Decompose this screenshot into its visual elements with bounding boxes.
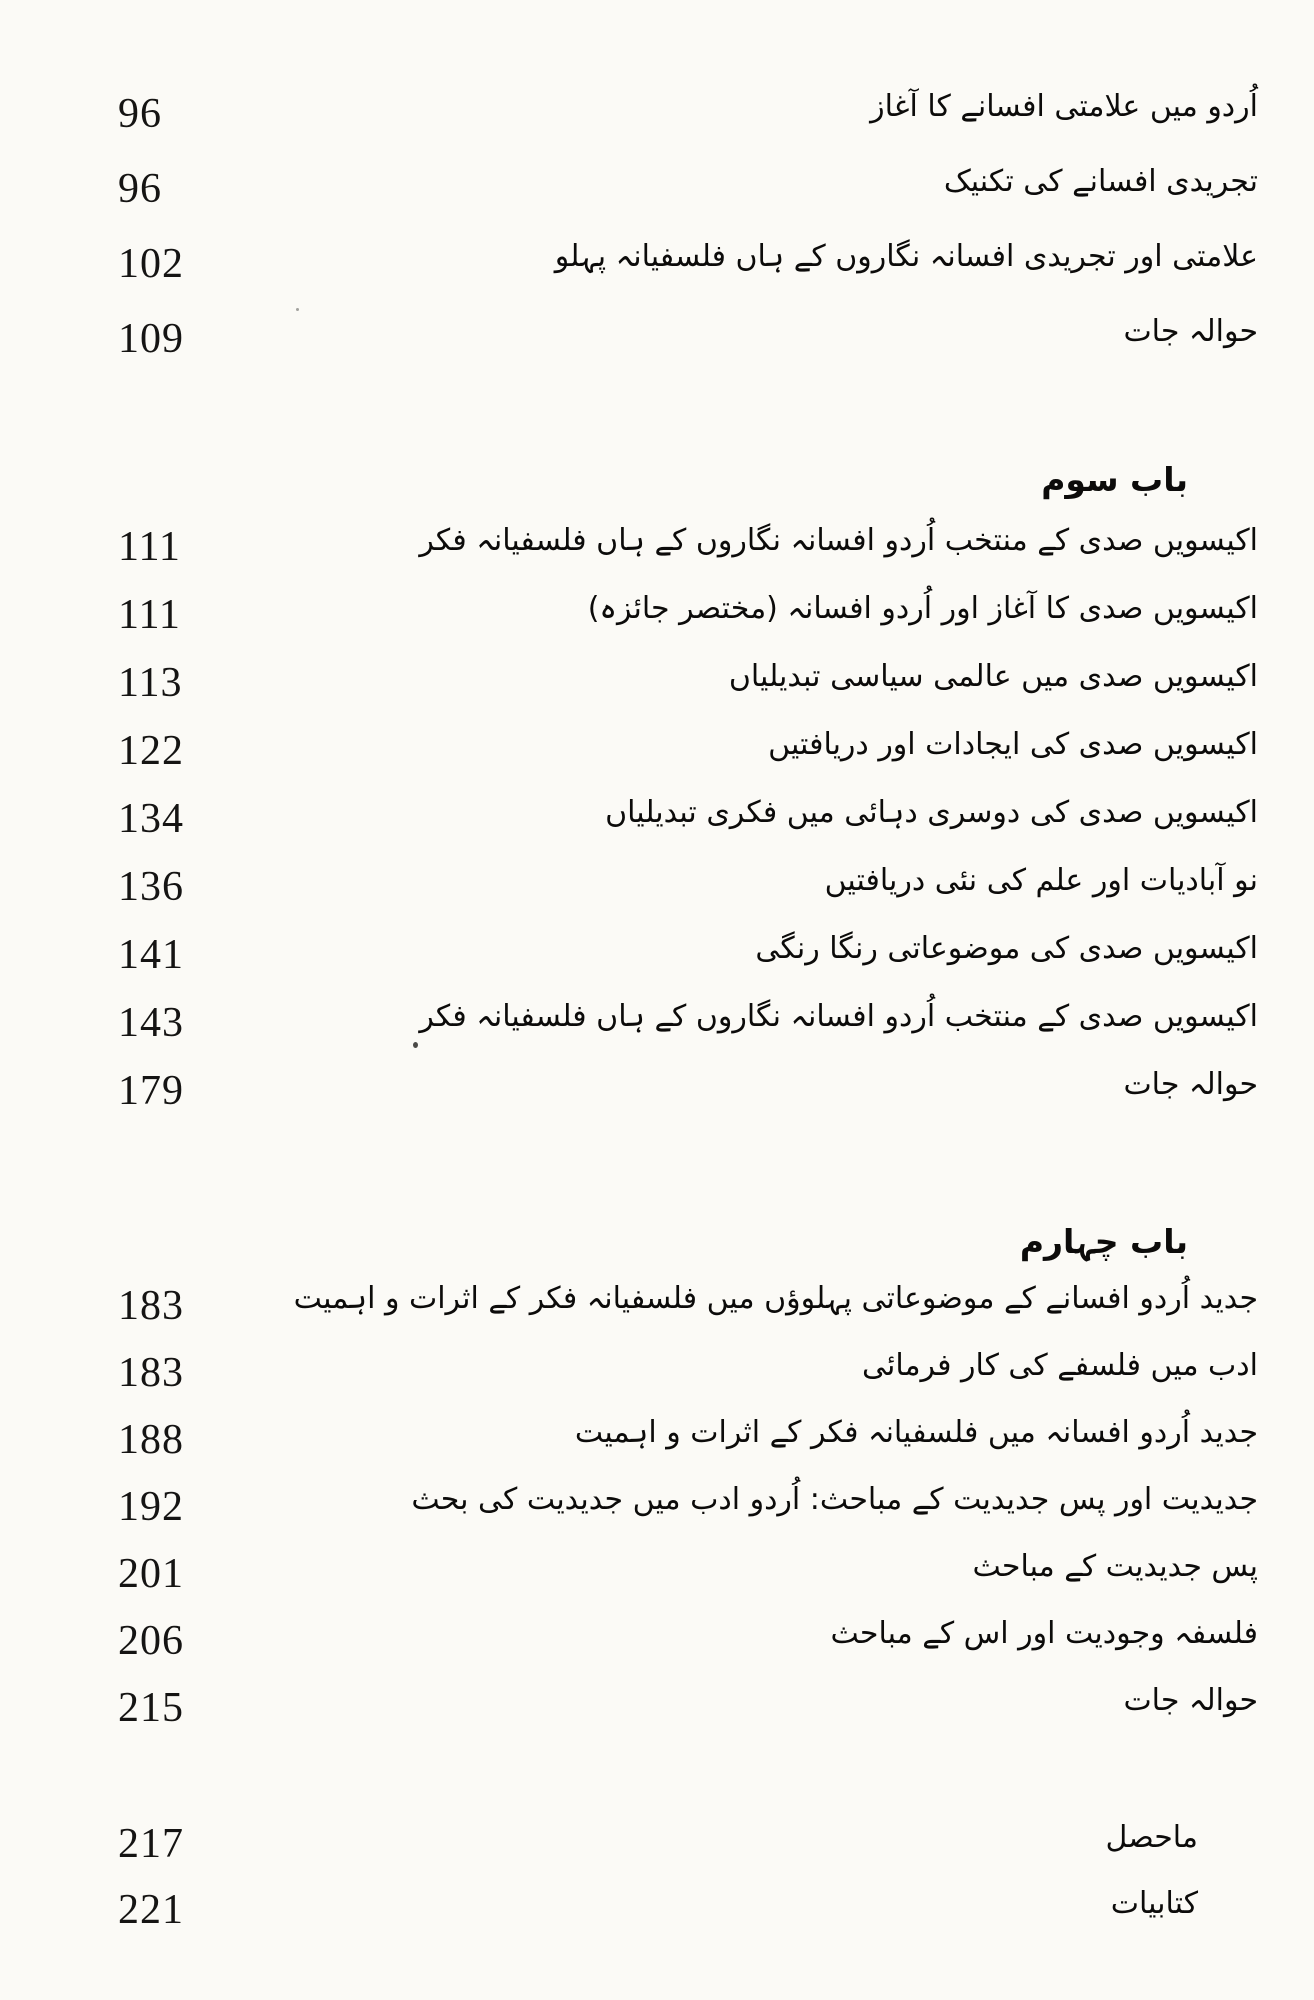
- toc-entry: [0, 1057, 1258, 1125]
- entry-title: اکیسویں صدی کے منتخب اُردو افسانہ نگاروں کے ہاں فلسفیانہ فکر: [419, 998, 1258, 1034]
- page-number: 188: [118, 1416, 184, 1463]
- entry-title: ادب میں فلسفے کی کار فرمائی: [861, 1348, 1258, 1383]
- entry-title: اکیسویں صدی کی ایجادات اور دریافتیں: [768, 726, 1258, 762]
- chapter-heading: باب چہارم: [1019, 1222, 1188, 1261]
- page-number: 102: [118, 240, 184, 287]
- page-number: 221: [118, 1887, 184, 1933]
- toc-entry: [0, 717, 1258, 785]
- page-number: 96: [118, 90, 162, 137]
- page-number: 215: [118, 1684, 184, 1731]
- page-number: 136: [118, 864, 184, 910]
- toc-entry: [0, 853, 1258, 921]
- toc-entry: [0, 1272, 1258, 1339]
- entry-title: جدیدیت اور پس جدیدیت کے مباحث: اُردو ادب میں جدیدیت کی بحث: [411, 1482, 1258, 1517]
- page-number: 206: [118, 1617, 184, 1664]
- toc-entry: [0, 1540, 1258, 1607]
- page-number: 179: [118, 1068, 184, 1114]
- section-rows: [0, 1272, 1258, 1741]
- toc-entry: [0, 226, 1258, 301]
- entry-title: تجریدی افسانے کی تکنیک: [943, 164, 1258, 199]
- toc-entry: [0, 301, 1258, 376]
- page-number: 111: [118, 592, 181, 638]
- page-number: 111: [118, 524, 181, 570]
- toc-entry: [0, 1473, 1258, 1540]
- toc-section: [0, 1212, 1258, 1741]
- page-number: 201: [118, 1550, 184, 1597]
- page-number: 113: [118, 660, 183, 706]
- scan-speck: [413, 1042, 418, 1048]
- toc-entry: [0, 1811, 1258, 1877]
- page-number: 143: [118, 1000, 184, 1046]
- page-number: 96: [118, 165, 162, 212]
- toc-entry: [0, 76, 1258, 151]
- scan-speck: [296, 308, 299, 311]
- toc-entry: [0, 1339, 1258, 1406]
- toc-entry: [0, 1406, 1258, 1473]
- toc-sections: [0, 76, 1258, 1943]
- entry-title: پس جدیدیت کے مباحث: [972, 1549, 1258, 1584]
- page-number: 192: [118, 1483, 184, 1530]
- page-number: 134: [118, 796, 184, 842]
- entry-title: جدید اُردو افسانہ میں فلسفیانہ فکر کے اثرات و اہمیت: [574, 1415, 1258, 1450]
- toc-entry: [0, 1877, 1258, 1943]
- entry-title: اُردو میں علامتی افسانے کا آغاز: [870, 89, 1258, 124]
- page-number: 217: [118, 1821, 184, 1867]
- page-number: 183: [118, 1282, 184, 1329]
- page-number: 109: [118, 315, 184, 362]
- toc-entry: [0, 989, 1258, 1057]
- toc-entry: [0, 649, 1258, 717]
- toc-entry: [0, 581, 1258, 649]
- toc-section: [0, 450, 1258, 1125]
- toc-entry: [0, 151, 1258, 226]
- section-rows: [0, 1811, 1258, 1943]
- entry-title: ماحصل: [1105, 1819, 1198, 1855]
- chapter-heading: باب سوم: [1041, 460, 1188, 499]
- entry-title: اکیسویں صدی میں عالمی سیاسی تبدیلیاں: [728, 658, 1258, 694]
- entry-title: فلسفہ وجودیت اور اس کے مباحث: [830, 1616, 1258, 1651]
- toc-entry: [0, 1607, 1258, 1674]
- entry-title: اکیسویں صدی کی موضوعاتی رنگا رنگی: [755, 930, 1258, 966]
- entry-title: جدید اُردو افسانے کے موضوعاتی پہلوؤں میں فلسفیانہ فکر کے اثرات و اہمیت: [293, 1281, 1258, 1316]
- entry-title: علامتی اور تجریدی افسانہ نگاروں کے ہاں فلسفیانہ پہلو: [554, 239, 1258, 274]
- entry-title: کتابیات: [1110, 1885, 1198, 1921]
- section-rows: [0, 76, 1258, 376]
- entry-title: اکیسویں صدی کی دوسری دہائی میں فکری تبدیلیاں: [605, 794, 1258, 830]
- toc-section: [0, 76, 1258, 376]
- entry-title: حوالہ جات: [1123, 314, 1258, 349]
- entry-title: نو آبادیات اور علم کی نئی دریافتیں: [824, 862, 1258, 898]
- toc-entry: [0, 921, 1258, 989]
- entry-title: اکیسویں صدی کے منتخب اُردو افسانہ نگاروں کے ہاں فلسفیانہ فکر: [419, 522, 1258, 558]
- toc-section: [0, 1811, 1258, 1943]
- entry-title: اکیسویں صدی کا آغاز اور اُردو افسانہ (مختصر جائزہ): [587, 590, 1258, 626]
- section-rows: [0, 513, 1258, 1125]
- toc-entry: [0, 513, 1258, 581]
- page-number: 183: [118, 1349, 184, 1396]
- entry-title: حوالہ جات: [1123, 1683, 1258, 1718]
- page-number: 122: [118, 728, 184, 774]
- page-number: 141: [118, 932, 184, 978]
- toc-entry: [0, 1674, 1258, 1741]
- toc-entry: [0, 785, 1258, 853]
- entry-title: حوالہ جات: [1123, 1066, 1258, 1102]
